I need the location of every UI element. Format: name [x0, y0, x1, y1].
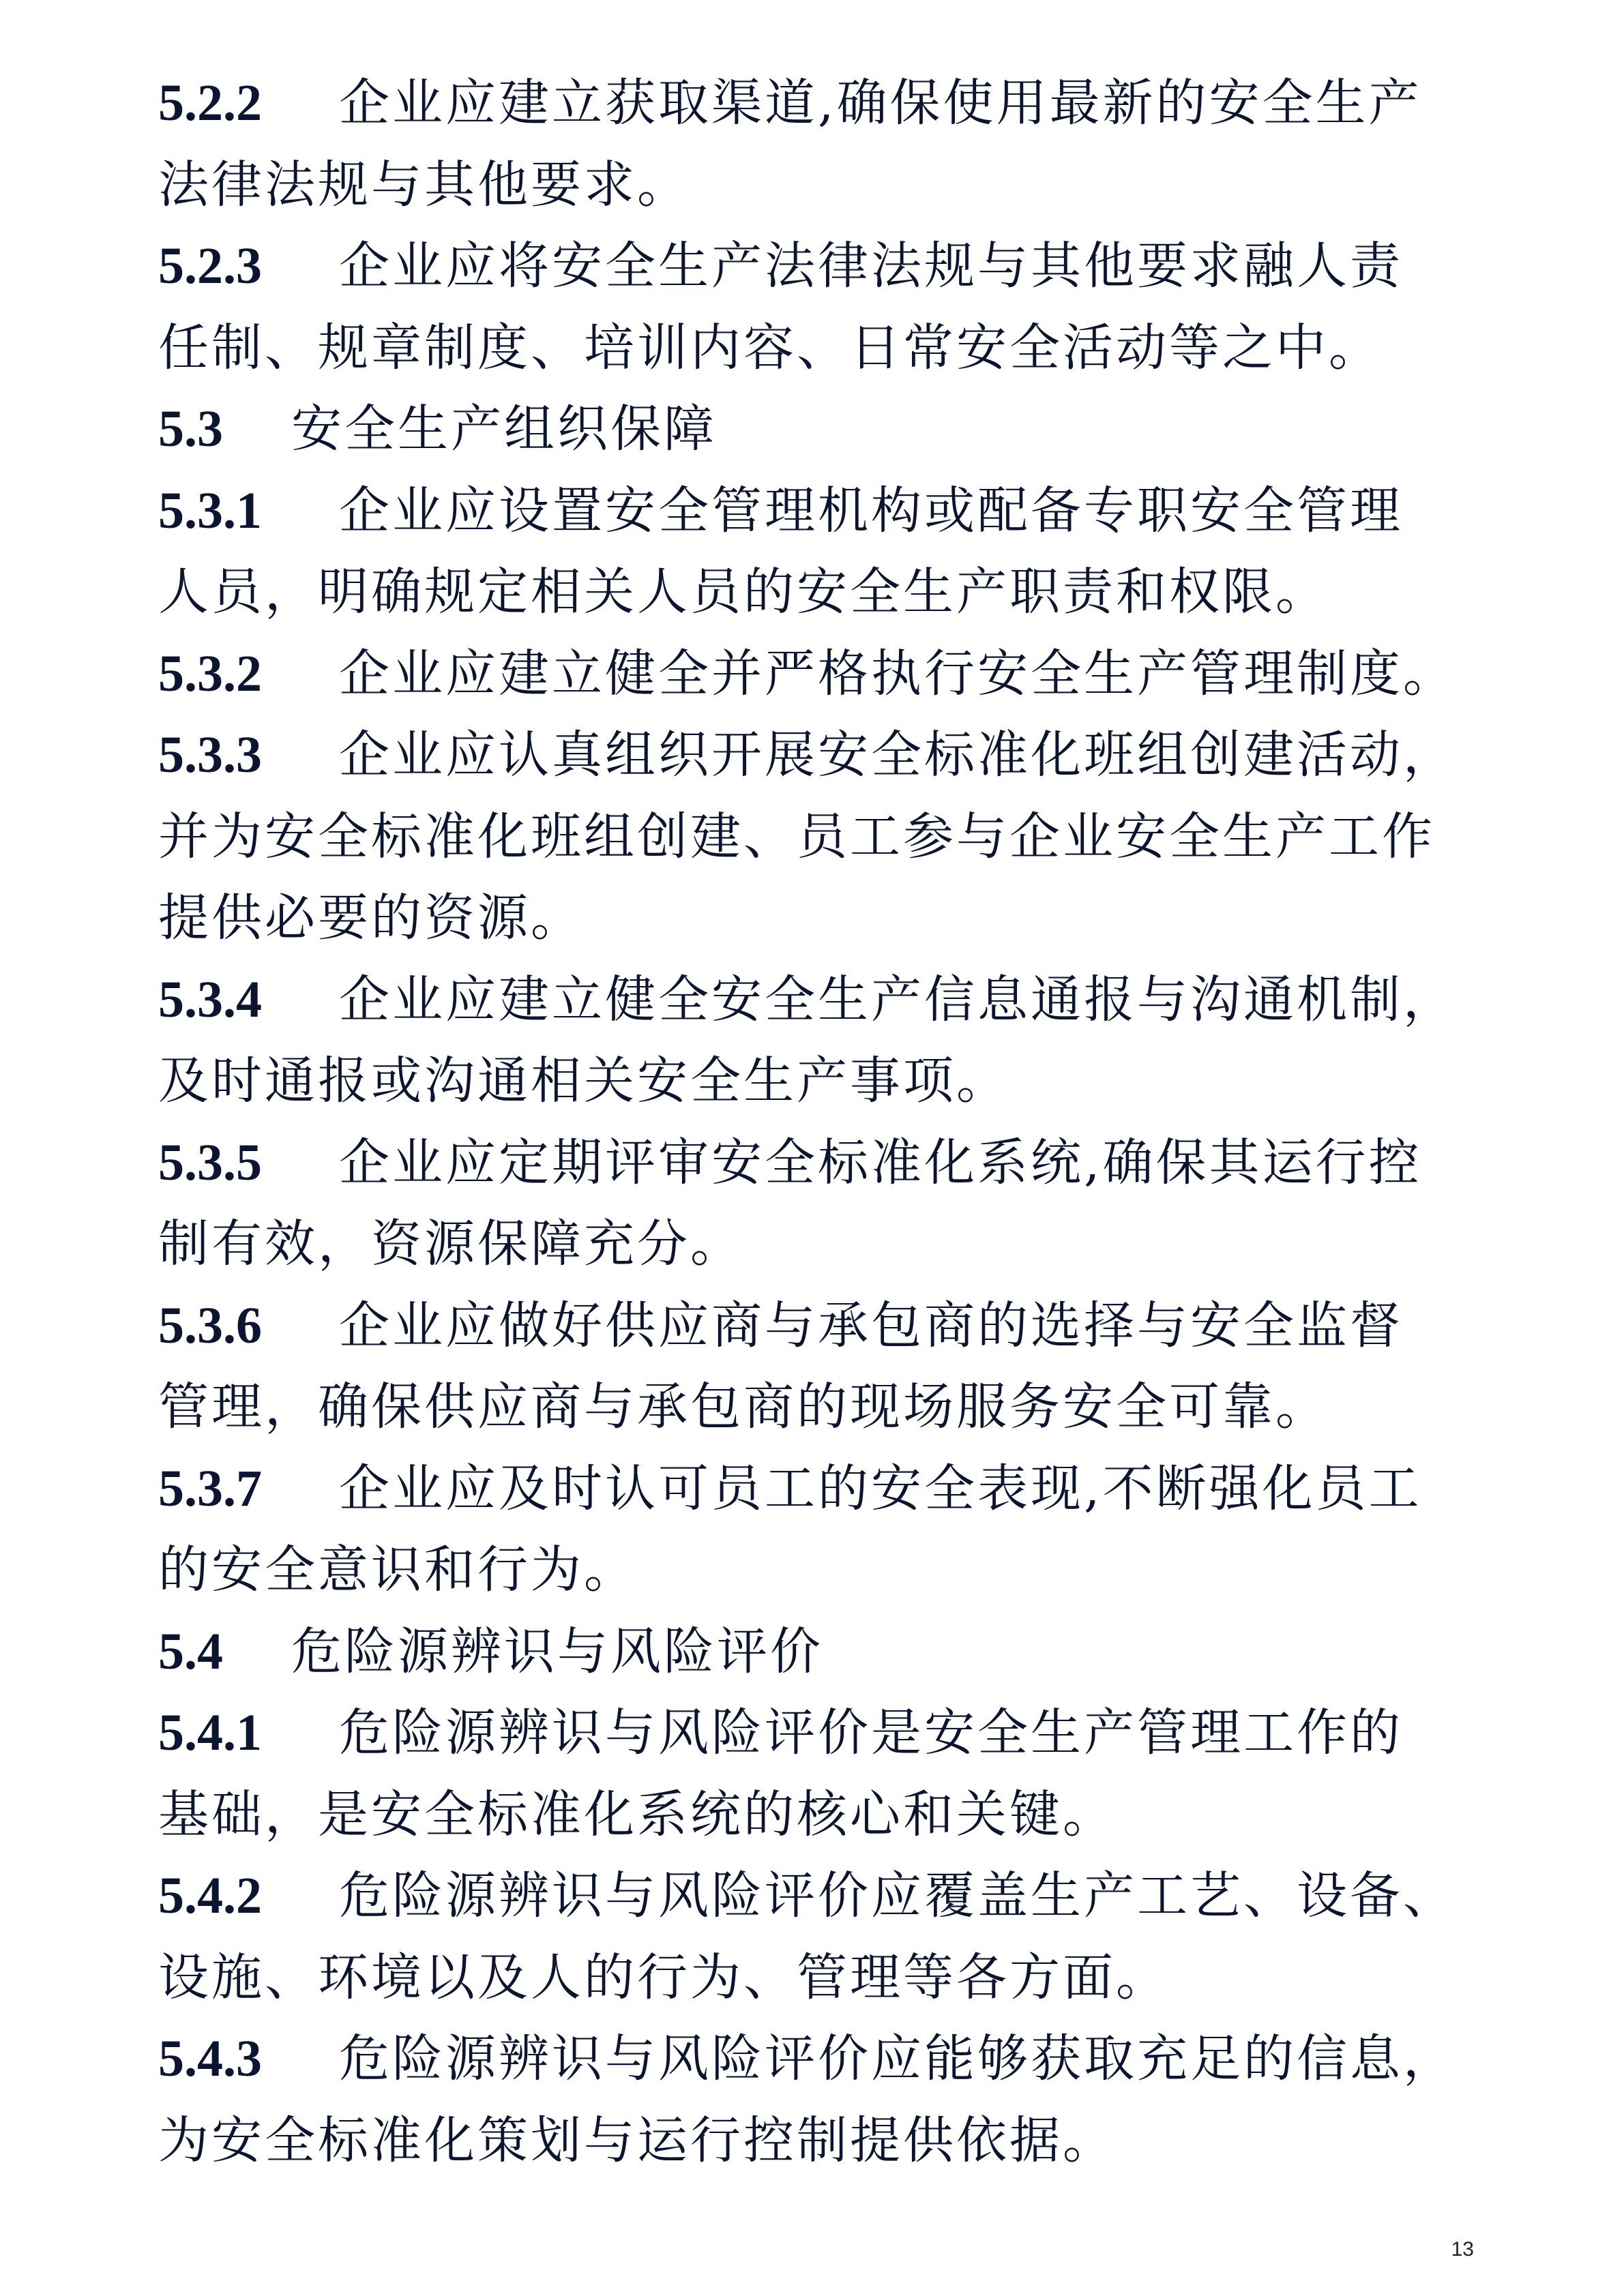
- clause-5-4-1: [158, 1693, 1495, 1855]
- clause-text: 并为安全标准化班组创建、员工参与企业安全生产工作: [158, 807, 1435, 866]
- clause-line: [158, 715, 1495, 796]
- clause-number: 5.4.3: [158, 2030, 262, 2087]
- clause-line: [158, 1855, 1495, 1937]
- clause-line: [158, 145, 1495, 226]
- clause-line: [158, 1937, 1495, 2019]
- clause-text: 人员，明确规定相关人员的安全生产职责和权限。: [158, 563, 1329, 621]
- clause-text: 企业应建立健全安全生产信息通报与沟通机制，: [339, 970, 1456, 1029]
- clause-5-3-7: [158, 1448, 1495, 1611]
- clause-text: 企业应定期评审安全标准化系统,确保其运行控: [339, 1133, 1422, 1192]
- clause-5-4-2: [158, 1855, 1495, 2018]
- clause-text: 企业应建立获取渠道,确保使用最新的安全生产: [339, 74, 1422, 132]
- clause-text: 为安全标准化策划与运行控制提供依据。: [158, 2111, 1116, 2170]
- clause-text: 危险源辨识与风险评价: [291, 1622, 823, 1681]
- clause-number: 5.3: [158, 400, 223, 458]
- clause-number: 5.3.6: [158, 1296, 262, 1354]
- clause-line: [158, 1367, 1495, 1448]
- clause-number: 5.4.1: [158, 1704, 262, 1761]
- clause-text: 提供必要的资源。: [158, 889, 584, 947]
- page-number: 13: [1451, 2238, 1474, 2261]
- clause-number: 5.3.2: [158, 644, 262, 702]
- clause-5-4-3: [158, 2018, 1495, 2181]
- clause-5-3-5: [158, 1122, 1495, 1285]
- clause-text: 企业应设置安全管理机构或配备专职安全管理: [339, 481, 1403, 540]
- clause-line: [158, 308, 1495, 389]
- clause-5-3: [158, 389, 1495, 471]
- clause-text: 企业应认真组织开展安全标准化班组创建活动，: [339, 726, 1456, 784]
- clause-text: 基础，是安全标准化系统的核心和关键。: [158, 1785, 1116, 1844]
- clause-line: [158, 959, 1495, 1041]
- clause-text: 企业应做好供应商与承包商的选择与安全监督: [339, 1296, 1403, 1355]
- clause-line: [158, 389, 1495, 471]
- clause-5-3-3: [158, 715, 1495, 959]
- clause-line: [158, 1041, 1495, 1122]
- clause-number: 5.4.2: [158, 1867, 262, 1924]
- clause-text: 企业应建立健全并严格执行安全生产管理制度。: [339, 644, 1456, 703]
- clause-line: [158, 2018, 1495, 2100]
- clause-number: 5.3.1: [158, 481, 262, 539]
- clause-number: 5.2.2: [158, 74, 262, 132]
- clause-5-3-2: [158, 633, 1495, 715]
- clause-text: 设施、环境以及人的行为、管理等各方面。: [158, 1948, 1169, 2007]
- clause-text: 企业应及时认可员工的安全表现,不断强化员工: [339, 1459, 1422, 1518]
- clause-text: 危险源辨识与风险评价应能够获取充足的信息，: [339, 2029, 1456, 2088]
- clause-5-2-3: [158, 226, 1495, 389]
- clause-number: 5.4: [158, 1622, 223, 1680]
- clause-text: 危险源辨识与风险评价是安全生产管理工作的: [339, 1703, 1403, 1762]
- clause-line: [158, 1611, 1495, 1693]
- clause-line: [158, 1530, 1495, 1611]
- clause-number: 5.3.4: [158, 970, 262, 1028]
- clause-text: 任制、规章制度、培训内容、日常安全活动等之中。: [158, 318, 1382, 377]
- clause-number: 5.3.5: [158, 1133, 262, 1191]
- clause-5-3-6: [158, 1285, 1495, 1448]
- clause-text: 法律法规与其他要求。: [158, 155, 690, 214]
- clause-line: [158, 1285, 1495, 1367]
- clause-text: 管理，确保供应商与承包商的现场服务安全可靠。: [158, 1377, 1329, 1436]
- clause-line: [158, 1693, 1495, 1774]
- clause-line: [158, 1122, 1495, 1204]
- clause-number: 5.3.3: [158, 726, 262, 784]
- clause-line: [158, 878, 1495, 959]
- clause-text: 企业应将安全生产法律法规与其他要求融人责: [339, 237, 1403, 295]
- clause-5-4: [158, 1611, 1495, 1693]
- clause-line: [158, 63, 1495, 145]
- clause-text: 制有效，资源保障充分。: [158, 1214, 743, 1273]
- clause-text: 危险源辨识与风险评价应覆盖生产工艺、设备、: [339, 1866, 1456, 1925]
- clause-5-3-4: [158, 959, 1495, 1122]
- clause-text: 及时通报或沟通相关安全生产事项。: [158, 1052, 1009, 1110]
- clause-line: [158, 1204, 1495, 1285]
- clause-line: [158, 1774, 1495, 1856]
- clause-line: [158, 796, 1495, 878]
- clause-line: [158, 633, 1495, 715]
- clause-line: [158, 2100, 1495, 2182]
- clause-line: [158, 1448, 1495, 1530]
- clause-line: [158, 471, 1495, 552]
- clause-5-2-2: [158, 63, 1495, 226]
- clause-line: [158, 552, 1495, 633]
- clause-text: 安全生产组织保障: [291, 400, 717, 458]
- clause-number: 5.2.3: [158, 237, 262, 295]
- clause-line: [158, 226, 1495, 308]
- clause-5-3-1: [158, 471, 1495, 633]
- document-body: [158, 63, 1495, 2181]
- clause-text: 的安全意识和行为。: [158, 1540, 637, 1599]
- clause-number: 5.3.7: [158, 1459, 262, 1517]
